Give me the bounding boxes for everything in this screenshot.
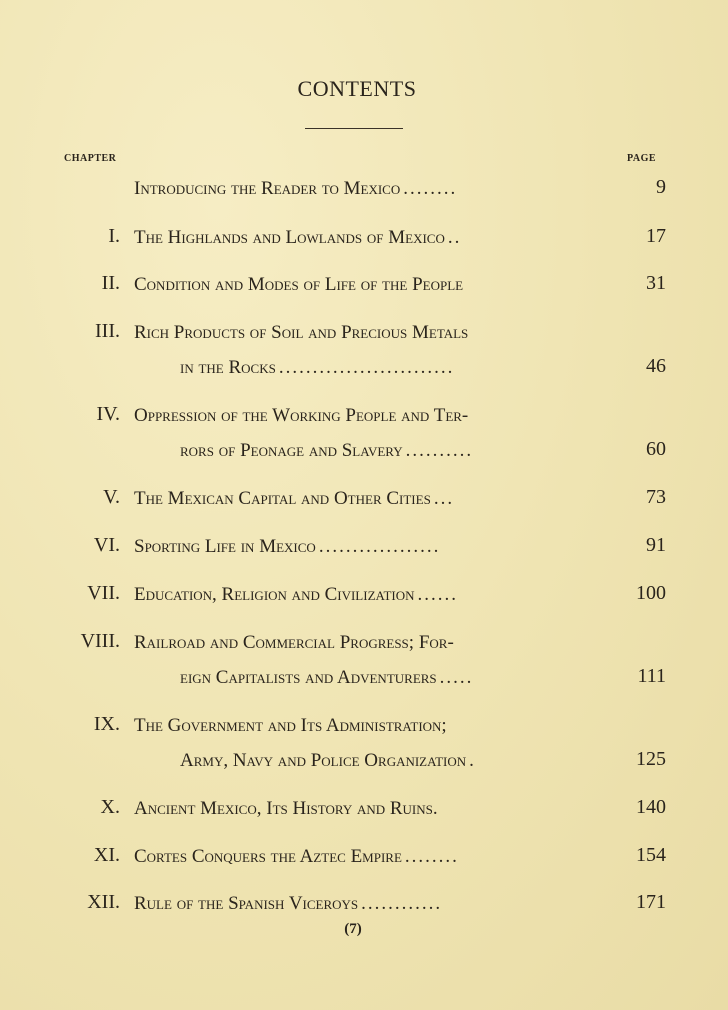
toc-line [0, 582, 728, 612]
leader-dots: ............ [361, 893, 443, 914]
chapter-page-number: 91 [646, 534, 666, 556]
leader-dots: ...... [417, 584, 459, 605]
leader-dots: .................. [318, 536, 441, 557]
chapter-number: X. [100, 796, 120, 818]
chapter-number: IV. [96, 403, 120, 425]
toc-line [0, 534, 728, 564]
toc-line [0, 796, 728, 826]
leader-dots: ... [433, 488, 455, 509]
toc-line [0, 486, 728, 516]
chapter-number: I. [108, 225, 120, 247]
chapter-number: IX. [93, 713, 120, 735]
chapter-title [134, 274, 618, 296]
leader-dots: . [469, 750, 476, 771]
chapter-title-text: Rule of the Spanish Viceroys [134, 893, 359, 914]
chapter-title-text: Rich Products of Soil and Precious Metals [134, 322, 469, 343]
chapter-title-text: Condition and Modes of Life of the People [134, 274, 464, 295]
chapter-page-number: 111 [637, 665, 666, 687]
chapter-page-number: 154 [636, 844, 666, 866]
chapter-title-text: Oppression of the Working People and Ter- [134, 405, 469, 426]
chapter-title [134, 227, 618, 249]
chapter-title-text: Education, Religion and Civilization [134, 584, 415, 605]
leader-dots: ........ [404, 846, 459, 867]
chapter-title-text: rors of Peonage and Slavery [180, 440, 403, 461]
chapter-number: XII. [87, 891, 120, 913]
leader-dots: ........ [403, 178, 458, 199]
chapter-title-text: Introducing the Reader to Mexico [134, 178, 401, 199]
chapter-title [180, 750, 618, 772]
leader-dots: ..... [439, 667, 474, 688]
chapter-title-text: The Government and Its Administration; [134, 715, 447, 736]
leader-dots: .......... [405, 440, 474, 461]
chapter-title-text: Army, Navy and Police Organization [180, 750, 467, 771]
chapter-title [180, 440, 618, 462]
chapter-title-text: Cortes Conquers the Aztec Empire [134, 846, 402, 867]
chapter-title [134, 322, 622, 344]
chapter-number: VIII. [80, 630, 120, 652]
chapter-number: XI. [93, 844, 120, 866]
chapter-page-number: 46 [646, 355, 666, 377]
leader-dots: .......................... [278, 357, 455, 378]
toc-line [0, 225, 728, 255]
chapter-title [134, 405, 622, 427]
chapter-number: II. [101, 272, 120, 294]
toc-line [0, 748, 728, 778]
chapter-title-text: eign Capitalists and Adventurers [180, 667, 437, 688]
page-title: CONTENTS [297, 76, 417, 101]
chapter-title-text: Railroad and Commercial Progress; For- [134, 632, 454, 653]
chapter-column-header: CHAPTER [64, 153, 117, 164]
toc-line [0, 403, 728, 433]
chapter-title [134, 846, 618, 868]
chapter-title-text: The Highlands and Lowlands of Mexico [134, 227, 445, 248]
title-rule [305, 128, 403, 129]
toc-line [0, 438, 728, 468]
chapter-title-text: Sporting Life in Mexico [134, 536, 316, 557]
chapter-title [134, 632, 622, 654]
chapter-title [180, 667, 618, 689]
chapter-page-number: 125 [636, 748, 666, 770]
chapter-page-number: 17 [646, 225, 666, 247]
chapter-title [134, 488, 618, 510]
chapter-page-number: 31 [646, 272, 666, 294]
page-number: (7) [344, 921, 362, 937]
chapter-page-number: 100 [636, 582, 666, 604]
toc-line [0, 176, 728, 206]
chapter-title [134, 178, 618, 200]
chapter-title [134, 536, 618, 558]
chapter-number: VI. [93, 534, 120, 556]
toc-line [0, 844, 728, 874]
chapter-page-number: 171 [636, 891, 666, 913]
chapter-title [134, 798, 618, 820]
chapter-title [134, 584, 618, 606]
chapter-number: V. [103, 486, 120, 508]
chapter-number: III. [95, 320, 120, 342]
toc-line [0, 272, 728, 302]
chapter-title [180, 357, 618, 379]
toc-line [0, 713, 728, 743]
chapter-number: VII. [87, 582, 120, 604]
chapter-title-text: Ancient Mexico, Its History and Ruins. [134, 798, 438, 819]
toc-line [0, 630, 728, 660]
toc-line [0, 891, 728, 921]
toc-line [0, 320, 728, 350]
chapter-page-number: 60 [646, 438, 666, 460]
toc-line [0, 355, 728, 385]
chapter-page-number: 73 [646, 486, 666, 508]
chapter-title [134, 715, 622, 737]
toc-line [0, 665, 728, 695]
chapter-page-number: 140 [636, 796, 666, 818]
chapter-title-text: The Mexican Capital and Other Cities [134, 488, 431, 509]
chapter-page-number: 9 [656, 176, 666, 198]
page-column-header: PAGE [627, 153, 657, 164]
chapter-title [134, 893, 618, 915]
chapter-title-text: in the Rocks [180, 357, 276, 378]
leader-dots: .. [447, 227, 462, 248]
